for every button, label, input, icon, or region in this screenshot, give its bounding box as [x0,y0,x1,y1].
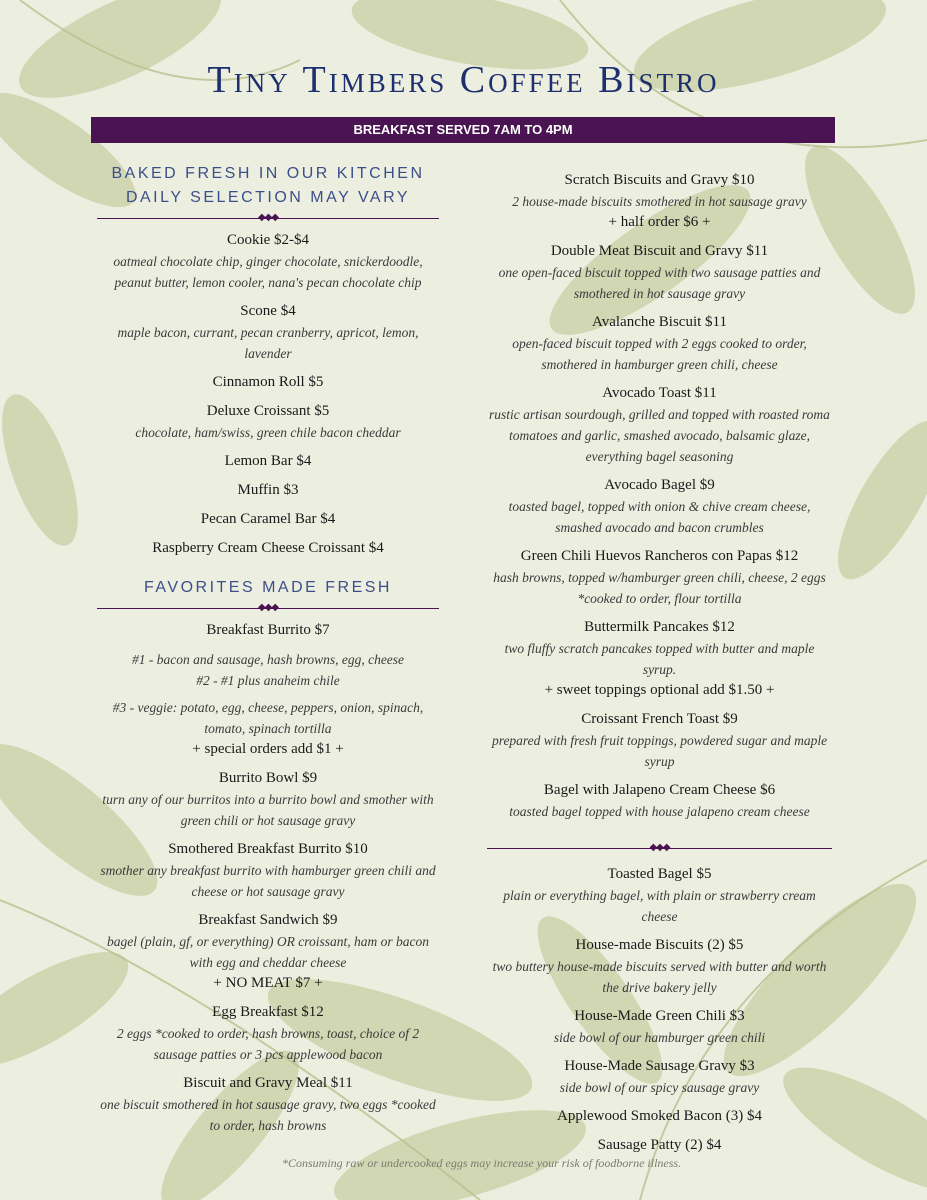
item-name: Biscuit and Gravy Meal $11 [183,1075,353,1091]
item-name: Burrito Bowl $9 [218,770,318,786]
item-name: Muffin $3 [237,482,299,498]
item-name: Buttermilk Pancakes $12 [584,619,735,635]
item-name: Cookie $2-$4 [226,232,310,248]
section-divider [97,602,439,616]
item-name: Scratch Biscuits and Gravy $10 [564,172,755,188]
item-desc: maple bacon, currant, pecan cranberry, apricot, lemon, lavender [117,325,419,361]
menu-item-house-biscuits [487,935,832,998]
baked-heading-line2: DAILY SELECTION MAY VARY [125,189,411,206]
menu-item-breakfast-burrito [97,620,439,760]
item-desc: side bowl of our hamburger green chili [553,1030,766,1045]
divider-diamond-icon: ◆◆◆ [257,602,279,613]
item-desc: plain or everything bagel, with plain or strawberry cream cheese [503,888,816,924]
item-name: Bagel with Jalapeno Cream Cheese $6 [543,782,776,798]
item-desc: turn any of our burritos into a burrito bowl and smother with green chili or hot sausage gravy [102,792,434,828]
item-name: Breakfast Burrito $7 [206,622,330,638]
menu-item-avalanche-biscuit [487,312,832,375]
menu-item-cookie [97,230,439,293]
menu-item-smothered-burrito [97,839,439,902]
left-column [97,162,439,567]
menu-item-lemon-bar [97,451,439,472]
item-desc: rustic artisan sourdough, grilled and topped with roasted roma tomatoes and garlic, smashed avocado, balsamic glaze, everything bagel seasoning [489,407,830,464]
baked-heading-line1: BAKED FRESH IN OUR KITCHEN [111,165,425,182]
menu-item-deluxe-croissant [97,401,439,443]
item-note: + NO MEAT $7 + [213,975,323,991]
item-name: Double Meat Biscuit and Gravy $11 [550,243,769,259]
item-desc: toasted bagel, topped with onion & chive cream cheese, smashed avocado and bacon crumbles [508,499,811,535]
menu-item-sausage-gravy [487,1056,832,1098]
menu-item-scone [97,301,439,364]
restaurant-title: Tiny Timbers Coffee Bistro [207,59,720,101]
item-name: Raspberry Cream Cheese Croissant $4 [152,540,384,556]
menu-item-burrito-bowl [97,768,439,831]
menu-item-egg-breakfast [97,1002,439,1065]
hours-banner: BREAKFAST SERVED 7AM TO 4PM [91,117,835,143]
item-name: Avocado Bagel $9 [604,477,715,493]
menu-item-cinnamon-roll [97,372,439,393]
item-desc: oatmeal chocolate chip, ginger chocolate, snickerdoodle, peanut butter, lemon cooler, nana's pecan chocolate chip [113,254,423,290]
favorites-section [97,576,439,1144]
item-desc: 2 house-made biscuits smothered in hot sausage gravy [512,194,807,209]
burrito-option-3: #3 - veggie: potato, egg, cheese, peppers, onion, spinach, tomato, spinach tortilla [112,700,424,736]
menu-item-buttermilk-pancakes [487,617,832,701]
item-desc: two buttery house-made biscuits served with butter and worth the drive bakery jelly [492,959,827,995]
item-note: + special orders add $1 + [192,741,344,757]
raw-egg-disclaimer: *Consuming raw or undercooked eggs may increase your risk of foodborne illness. [282,1156,682,1170]
menu-item-huevos-rancheros [487,546,832,609]
menu-item-raspberry-croissant [97,538,439,559]
menu-item-toasted-bagel [487,864,832,927]
menu-item-breakfast-sandwich [97,910,439,994]
sides-section [487,840,832,1164]
favorites-heading: FAVORITES MADE FRESH [144,579,392,596]
item-desc: bagel (plain, gf, or everything) OR croissant, ham or bacon with egg and cheddar cheese [107,934,429,970]
item-name: House-Made Sausage Gravy $3 [564,1058,755,1074]
menu-item-muffin [97,480,439,501]
item-name: Cinnamon Roll $5 [212,374,324,390]
item-desc: prepared with fresh fruit toppings, powdered sugar and maple syrup [491,733,828,769]
item-name: Sausage Patty (2) $4 [597,1137,722,1153]
item-desc: one open-faced biscuit topped with two sausage patties and smothered in hot sausage gravy [498,265,821,301]
item-name: Croissant French Toast $9 [581,711,738,727]
item-desc: two fluffy scratch pancakes topped with butter and maple syrup. [504,641,815,677]
menu-item-avocado-bagel [487,475,832,538]
menu-item-croissant-french-toast [487,709,832,772]
menu-item-bacon [487,1106,832,1127]
divider-diamond-icon: ◆◆◆ [257,212,279,223]
item-desc: hash browns, topped w/hamburger green chili, cheese, 2 eggs *cooked to order, flour tortilla [493,570,826,606]
item-name: House-Made Green Chili $3 [574,1008,745,1024]
item-name: Applewood Smoked Bacon (3) $4 [557,1108,762,1124]
burrito-option-2: #2 - #1 plus anaheim chile [196,673,340,688]
section-divider [97,212,439,226]
item-name: Scone $4 [240,303,296,319]
menu-item-pecan-caramel-bar [97,509,439,530]
item-name: Avocado Toast $11 [602,385,717,401]
item-name: Lemon Bar $4 [224,453,312,469]
item-name: Deluxe Croissant $5 [206,403,330,419]
item-note: + half order $6 + [608,214,711,230]
menu-item-avocado-toast [487,383,832,467]
menu-item-sausage-patty [487,1135,832,1156]
menu-item-scratch-biscuits [487,170,832,233]
item-name: Green Chili Huevos Rancheros con Papas $12 [520,548,799,564]
item-name: Smothered Breakfast Burrito $10 [168,841,368,857]
item-name: Breakfast Sandwich $9 [198,912,338,928]
item-desc: 2 eggs *cooked to order, hash browns, toast, choice of 2 sausage patties or 3 pcs applewood bacon [116,1026,420,1062]
item-name: Egg Breakfast $12 [212,1004,324,1020]
item-desc: side bowl of our spicy sausage gravy [559,1080,760,1095]
item-desc: chocolate, ham/swiss, green chile bacon cheddar [135,425,401,440]
menu-item-biscuit-gravy-meal [97,1073,439,1136]
item-name: House-made Biscuits (2) $5 [575,937,744,953]
section-divider [487,842,832,856]
item-name: Toasted Bagel $5 [607,866,712,882]
menu-item-bagel-jalapeno [487,780,832,822]
menu-item-green-chili [487,1006,832,1048]
item-name: Pecan Caramel Bar $4 [200,511,336,527]
menu-item-double-meat-biscuit [487,241,832,304]
item-desc: smother any breakfast burrito with hamburger green chili and cheese or hot sausage gravy [100,863,436,899]
right-column [487,170,832,830]
item-name: Avalanche Biscuit $11 [592,314,727,330]
item-desc: toasted bagel topped with house jalapeno cream cheese [509,804,810,819]
divider-diamond-icon: ◆◆◆ [649,842,670,853]
item-note: + sweet toppings optional add $1.50 + [544,682,775,698]
item-desc: one biscuit smothered in hot sausage gravy, two eggs *cooked to order, hash browns [100,1097,436,1133]
burrito-option-1: #1 - bacon and sausage, hash browns, egg, cheese [131,652,405,667]
item-desc: open-faced biscuit topped with 2 eggs cooked to order, smothered in hamburger green chili, cheese [512,336,807,372]
